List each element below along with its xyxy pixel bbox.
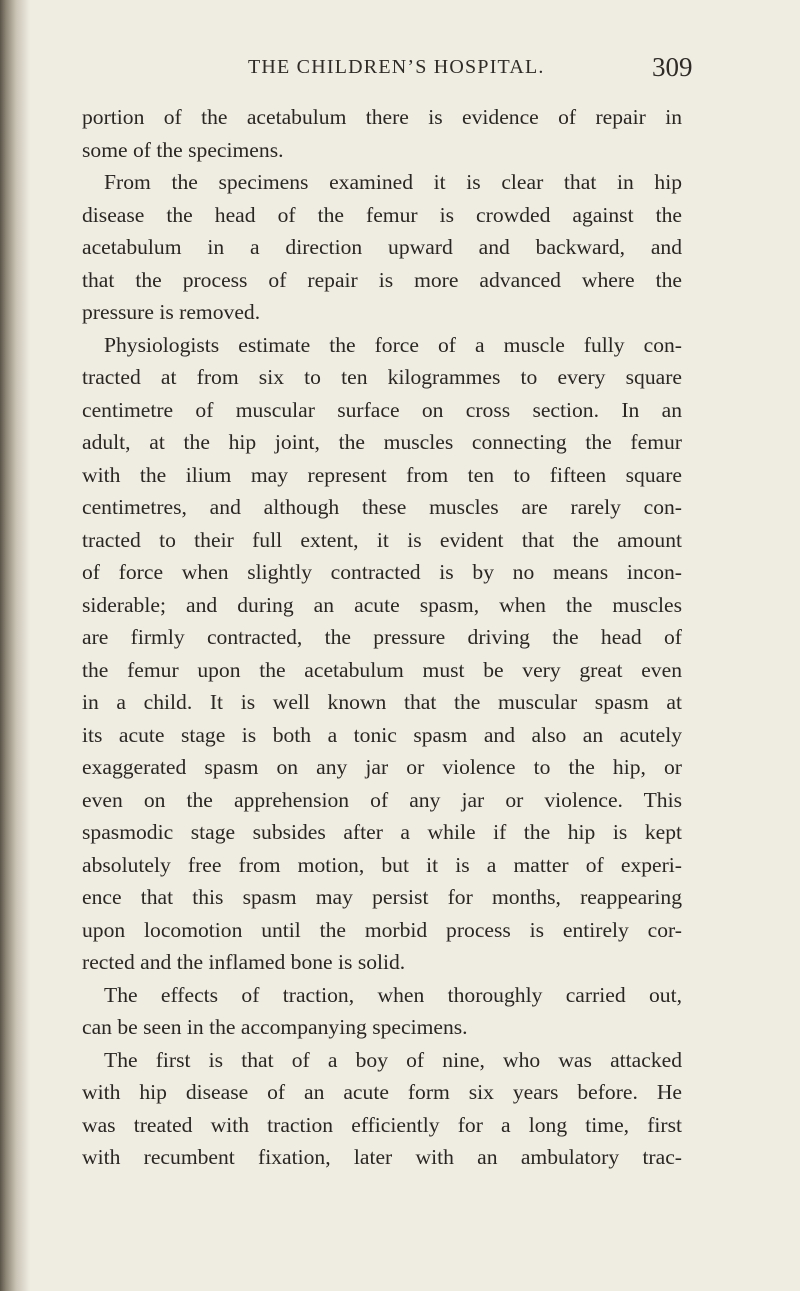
text-line: ence that this spasm may persist for months, reappearing xyxy=(82,885,682,909)
page-number: 309 xyxy=(652,52,693,82)
text-line: adult, at the hip joint, the muscles connecting the femur xyxy=(82,430,682,454)
text-line: some of the specimens. xyxy=(82,137,284,162)
text-line: tracted at from six to ten kilogrammes to every square xyxy=(82,365,682,389)
text-line: its acute stage is both a tonic spasm and also an acutely xyxy=(82,722,682,747)
body-text xyxy=(82,101,682,1174)
text-line: pressure is removed. xyxy=(82,300,261,324)
running-head: THE CHILDREN’S HOSPITAL. xyxy=(248,56,545,78)
text-line: in a child. It is well known that the muscular spasm at xyxy=(82,690,682,714)
text-line: disease the head of the femur is crowded against the xyxy=(82,202,682,227)
text-line: centimetres, and although these muscles are rarely con- xyxy=(82,495,682,519)
text-line: The first is that of a boy of nine, who was attacked xyxy=(104,1047,682,1072)
text-line: even on the apprehension of any jar or violence. This xyxy=(82,787,682,812)
text-line: rected and the inflamed bone is solid. xyxy=(82,950,406,974)
text-line: can be seen in the accompanying specimens. xyxy=(82,1015,468,1039)
text-line: that the process of repair is more advanced where the xyxy=(82,267,682,292)
text-line: spasmodic stage subsides after a while if the hip is kept xyxy=(82,820,682,844)
text-line: Physiologists estimate the force of a muscle fully con- xyxy=(104,332,682,357)
text-line: with recumbent fixation, later with an ambulatory trac- xyxy=(82,1145,682,1169)
text-line: The effects of traction, when thoroughly carried out, xyxy=(104,982,682,1007)
text-line: with the ilium may represent from ten to fifteen square xyxy=(82,462,682,487)
text-line: tracted to their full extent, it is evident that the amount xyxy=(82,527,682,552)
text-line: exaggerated spasm on any jar or violence to the hip, or xyxy=(82,755,682,779)
page-header xyxy=(0,52,800,92)
text-line: absolutely free from motion, but it is a matter of experi- xyxy=(82,852,682,877)
text-line: centimetre of muscular surface on cross section. In an xyxy=(82,397,682,422)
text-line: upon locomotion until the morbid process is entirely cor- xyxy=(82,917,682,942)
text-line: with hip disease of an acute form six years before. He xyxy=(82,1080,682,1104)
text-line: acetabulum in a direction upward and backward, and xyxy=(82,235,682,259)
text-line: are firmly contracted, the pressure driving the head of xyxy=(82,625,682,649)
text-line: From the specimens examined it is clear that in hip xyxy=(104,170,682,194)
text-line: of force when slightly contracted is by no means incon- xyxy=(82,560,682,584)
text-line: portion of the acetabulum there is evidence of repair in xyxy=(82,105,682,129)
text-line: the femur upon the acetabulum must be very great even xyxy=(82,657,682,682)
text-line: siderable; and during an acute spasm, when the muscles xyxy=(82,592,682,617)
page-gutter-shadow xyxy=(0,0,30,1291)
text-line: was treated with traction efficiently for a long time, first xyxy=(82,1112,682,1137)
